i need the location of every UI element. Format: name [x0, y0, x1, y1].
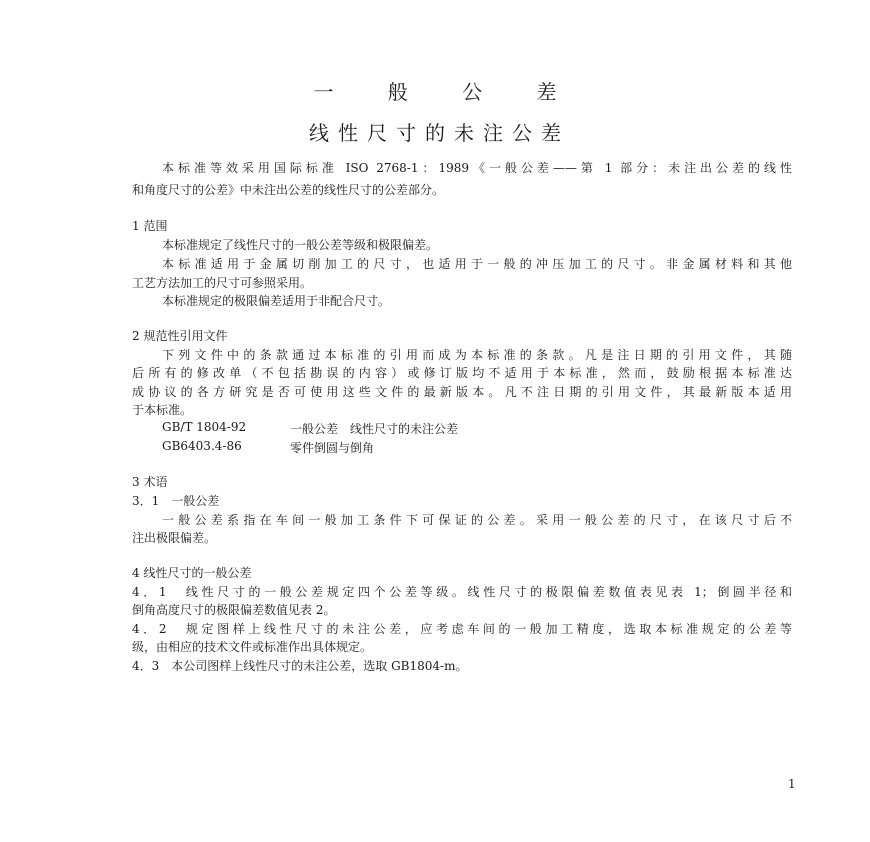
- section-4-heading: 4 线性尺寸的一般公差: [132, 566, 252, 580]
- reference-code: GB6403.4-86: [162, 439, 242, 453]
- section-1-line-1: 本标准规定了线性尺寸的一般公差等级和极限偏差。: [162, 238, 439, 252]
- document-title: 一 般 公 差: [313, 80, 581, 104]
- section-3-1-heading: 3．1 一般公差: [132, 494, 220, 508]
- section-4-line-1: 4．1 线性尺寸的一般公差规定四个公差等级。线性尺寸的极限偏差数值表见表 1；倒圆半径和: [132, 585, 792, 599]
- intro-line-2: 和角度尺寸的公差》中未注出公差的线性尺寸的公差部分。: [132, 183, 445, 197]
- section-3-line-2: 注出极限偏差。: [132, 531, 217, 545]
- section-3-line-1: 一般公差系指在车间一般加工条件下可保证的公差。采用一般公差的尺寸，在该尺寸后不: [162, 513, 792, 527]
- section-2-heading: 2 规范性引用文件: [132, 329, 228, 343]
- reference-title: 一般公差 线性尺寸的未注公差: [290, 422, 459, 436]
- section-4-line-2: 倒角高度尺寸的极限偏差数值见表 2。: [132, 603, 336, 617]
- section-3-heading: 3 术语: [132, 475, 168, 489]
- section-1-line-2: 本标准适用于金属切削加工的尺寸，也适用于一般的冲压加工的尺寸。非金属材料和其他: [162, 257, 792, 271]
- page-number: 1: [788, 777, 796, 791]
- section-4-line-5: 4．3 本公司图样上线性尺寸的未注公差，选取 GB1804-m。: [132, 659, 468, 673]
- section-1-line-4: 本标准规定的极限偏差适用于非配合尺寸。: [162, 294, 391, 308]
- reference-code: GB/T 1804-92: [162, 420, 247, 434]
- intro-line-1: 本标准等效采用国际标准 ISO 2768-1：1989《一般公差——第 1 部分：未注出公差的线性: [162, 161, 792, 175]
- section-2-line-2: 后所有的修改单（不包括勘误的内容）或修订版均不适用于本标准，然而，鼓励根据本标准达: [132, 366, 792, 380]
- reference-title: 零件倒圆与倒角: [290, 441, 375, 455]
- section-1-heading: 1 范围: [132, 219, 168, 233]
- section-1-line-3: 工艺方法加工的尺寸可参照采用。: [132, 276, 313, 290]
- section-4-line-3: 4．2 规定图样上线性尺寸的未注公差，应考虑车间的一般加工精度，选取本标准规定的公差等: [132, 622, 792, 636]
- section-2-line-3: 成协议的各方研究是否可使用这些文件的最新版本。凡不注日期的引用文件，其最新版本适用: [132, 385, 792, 399]
- document-subtitle: 线性尺寸的未注公差: [309, 121, 570, 145]
- section-4-line-4: 级，由相应的技术文件或标准作出具体规定。: [132, 640, 373, 654]
- section-2-line-1: 下列文件中的条款通过本标准的引用而成为本标准的条款。凡是注日期的引用文件，其随: [162, 348, 792, 362]
- section-2-line-4: 于本标准。: [132, 403, 193, 417]
